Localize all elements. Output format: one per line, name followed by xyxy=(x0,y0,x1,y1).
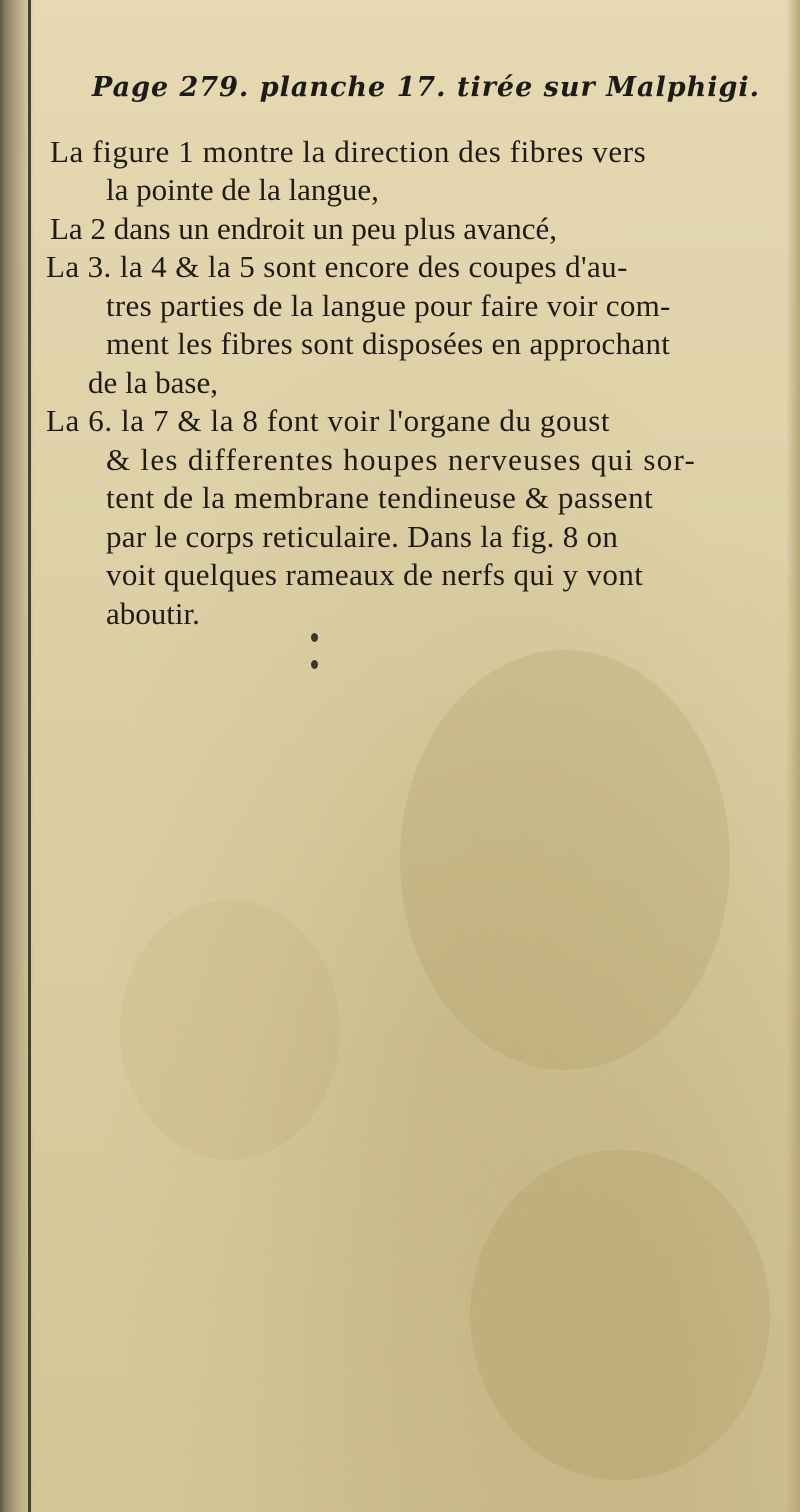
page-right-edge xyxy=(786,0,800,1512)
end-ornament xyxy=(311,633,321,687)
running-head: Page 279. planche 17. tirée sur Malphigi. xyxy=(92,72,761,103)
paper-stain xyxy=(470,1150,770,1480)
text-line: de la base, xyxy=(88,365,218,400)
text-line: La figure 1 montre la direction des fibres vers xyxy=(50,134,647,169)
text-line: La 6. la 7 & la 8 font voir l'organe du goust xyxy=(46,403,611,438)
text-line: La 2 dans un endroit un peu plus avancé, xyxy=(50,211,558,246)
text-line: voit quelques rameaux de nerfs qui y vont xyxy=(106,557,644,592)
ornament-dot xyxy=(311,633,318,642)
text-line: tres parties de la langue pour faire voir com- xyxy=(106,288,671,323)
text-line: la pointe de la langue, xyxy=(106,172,379,207)
paper-stain xyxy=(120,900,340,1160)
text-line: aboutir. xyxy=(106,596,200,631)
binding-edge-line xyxy=(28,0,31,1512)
paper-stain xyxy=(400,650,730,1070)
ornament-dot xyxy=(311,660,318,669)
text-line: par le corps reticulaire. Dans la fig. 8 on xyxy=(106,519,619,554)
text-line: tent de la membrane tendineuse & passent xyxy=(106,480,654,515)
text-line: ment les fibres sont disposées en approchant xyxy=(106,326,671,361)
text-line: La 3. la 4 & la 5 sont encore des coupes d'au- xyxy=(46,249,628,284)
text-line: & les differentes houpes nerveuses qui sor- xyxy=(106,442,697,477)
